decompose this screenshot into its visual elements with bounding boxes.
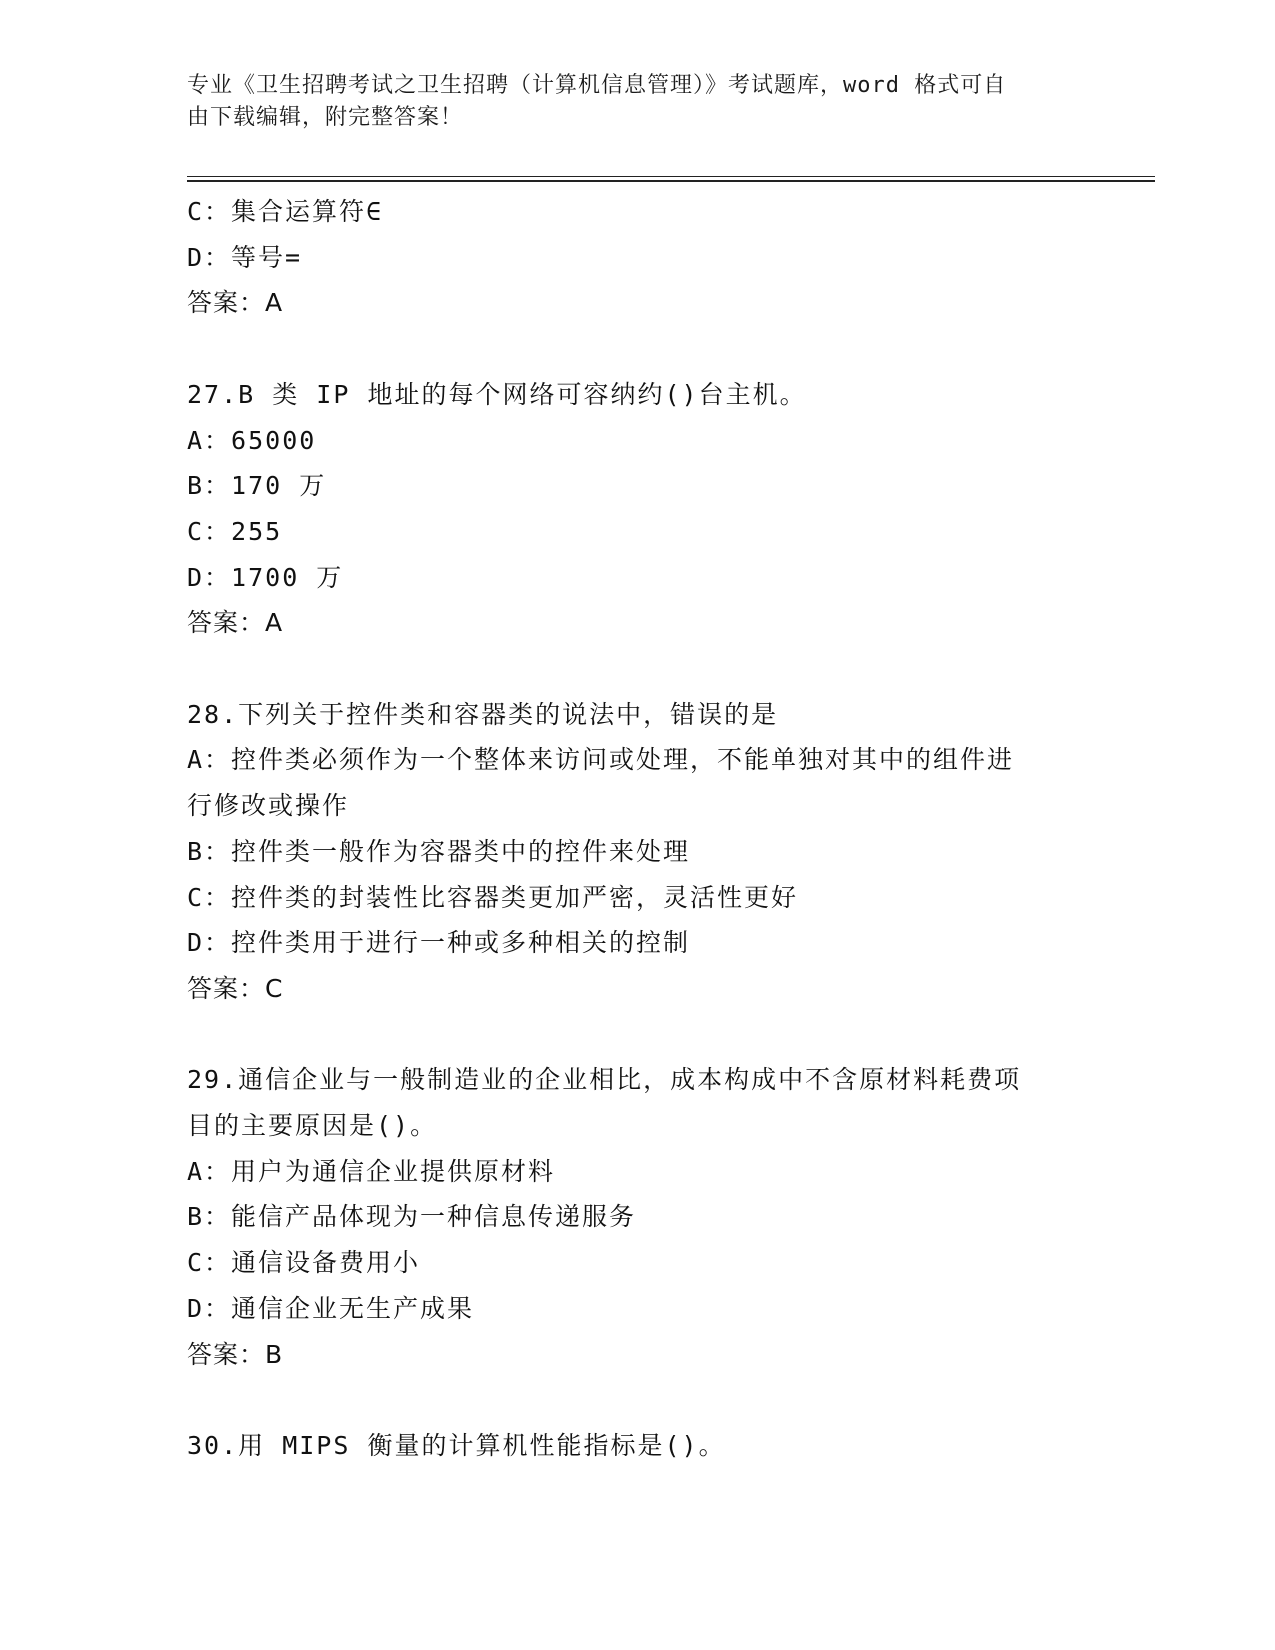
option-d: D：等号=: [187, 242, 303, 272]
question-28: [187, 692, 1087, 1012]
option-a-line-1: A：控件类必须作为一个整体来访问或处理，不能单独对其中的组件进: [187, 745, 1015, 775]
option-c: C：控件类的封装性比容器类更加严密，灵活性更好: [187, 882, 799, 912]
option-a-line-2: 行修改或操作: [187, 791, 350, 821]
option-d: D：1700 万: [187, 562, 344, 592]
spacer: [187, 1012, 1087, 1058]
option-a: A：用户为通信企业提供原材料: [187, 1156, 556, 1186]
answer: 答案：C: [187, 973, 284, 1003]
question-26-tail: [187, 189, 1087, 326]
option-b: B：控件类一般作为容器类中的控件来处理: [187, 836, 691, 866]
option-d: D：通信企业无生产成果: [187, 1293, 475, 1323]
question-29: [187, 1057, 1087, 1377]
spacer: [187, 326, 1087, 372]
option-b: B：能信产品体现为一种信息传递服务: [187, 1202, 637, 1232]
question-text-line-2: 目的主要原因是()。: [187, 1111, 438, 1141]
header-divider-thick: [187, 180, 1155, 182]
answer: 答案：B: [187, 1339, 284, 1369]
header-divider-thin: [187, 176, 1155, 177]
question-text: 27.B 类 IP 地址的每个网络可容纳约()台主机。: [187, 379, 807, 409]
question-30: [187, 1423, 1087, 1469]
question-27: [187, 372, 1087, 646]
answer: 答案：A: [187, 288, 284, 318]
question-content: [187, 189, 1087, 1469]
option-c: C：集合运算符∈: [187, 197, 384, 226]
header-line-2: 由下载编辑，附完整答案！: [187, 105, 464, 130]
question-text: 28.下列关于控件类和容器类的说法中，错误的是: [187, 699, 779, 729]
option-b: B：170 万: [187, 471, 327, 501]
document-header: [187, 70, 1067, 134]
option-c: C：通信设备费用小: [187, 1248, 421, 1278]
question-text: 30.用 MIPS 衡量的计算机性能指标是()。: [187, 1430, 726, 1460]
option-c: C：255: [187, 516, 283, 546]
option-d: D：控件类用于进行一种或多种相关的控制: [187, 928, 691, 958]
spacer: [187, 1377, 1087, 1423]
answer: 答案：A: [187, 608, 284, 638]
spacer: [187, 646, 1087, 692]
option-a: A：65000: [187, 425, 317, 455]
question-text-line-1: 29.通信企业与一般制造业的企业相比，成本构成中不含原材料耗费项: [187, 1065, 1022, 1095]
header-line-1: 专业《卫生招聘考试之卫生招聘（计算机信息管理）》考试题库，word 格式可自: [187, 73, 1007, 98]
